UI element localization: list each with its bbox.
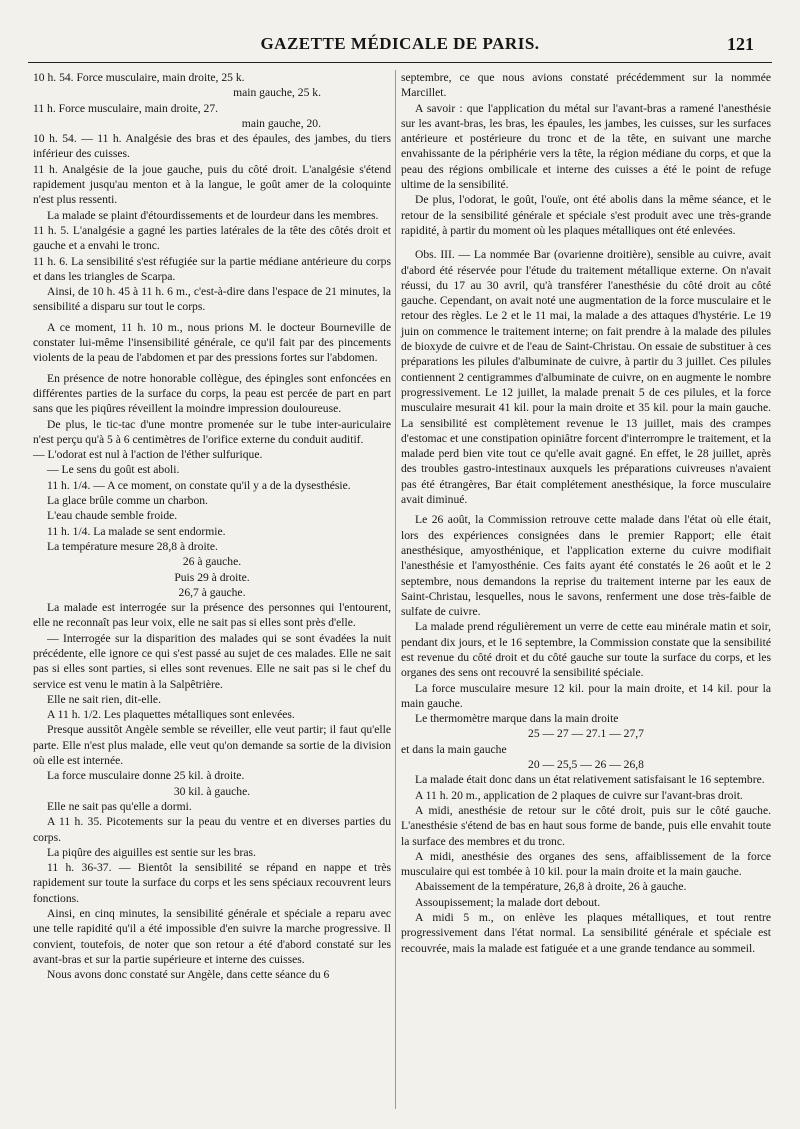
paragraph: 30 kil. à gauche. <box>173 784 251 798</box>
paragraph: — Le sens du goût est aboli. <box>47 463 180 477</box>
paragraph: A midi, anesthésie de retour sur le côté droit, puis sur le côté gauche. L'anesthésie s'étend de bas en haut sous forme de bande, puis elle envahit toute la surface des membres et du tronc. <box>401 803 771 848</box>
paragraph: La force musculaire mesure 12 kil. pour la main droite, et 14 kil. pour la main gauche. <box>401 681 771 710</box>
paragraph: 11 h. 36-37. — Bientôt la sensibilité se répand en nappe et très rapidement sur toute la surface du corps et les sens spéciaux recouvrent leurs fonctions. <box>33 861 391 905</box>
paragraph: La force musculaire donne 25 kil. à droite. <box>47 769 245 783</box>
paragraph: septembre, ce que nous avions constaté précédemment sur la nommée Marcillet. <box>401 71 771 100</box>
paragraph: A 11 h. 20 m., application de 2 plaques de cuivre sur l'avant-bras droit. <box>415 788 743 802</box>
paragraph: La malade prend régulièrement un verre de cette eau minérale matin et soir, pendant dix jours, et le 16 septembre, la Commission constate que la sensibilité est revenue du côté droit et du côté gauche sur toute la surface du corps, et les organes des sens ont recouvré la sensibilité spéciale. <box>401 620 771 680</box>
paragraph: Ainsi, de 10 h. 45 à 11 h. 6 m., c'est-à-dire dans l'espace de 21 minutes, la sensibilité a disparu sur tout le corps. <box>33 285 391 314</box>
paragraph: Elle ne sait rien, dit-elle. <box>47 692 161 706</box>
paragraph: Nous avons donc constaté sur Angèle, dans cette séance du 6 <box>47 968 330 982</box>
paragraph: Presque aussitôt Angèle semble se réveiller, elle veut partir; il faut qu'elle parte. Elle n'est plus malade, elle veut qu'on demande sa sortie de la division où elle est internée. <box>33 723 391 768</box>
paragraph: Ainsi, en cinq minutes, la sensibilité générale et spéciale a reparu avec une telle rapidité qu'il a été impossible d'en suivre la marche progressive. Il convient, toutefois, de noter que son retour a été d'abord constaté sur les avant-bras et sur la partie supérieure et interne des cuisses. <box>33 907 391 966</box>
paragraph: 26 à gauche. <box>182 555 242 569</box>
page-number: 121 <box>727 34 754 54</box>
paragraph: 10 h. 54. Force musculaire, main droite, 25 k. <box>33 71 245 84</box>
paragraph: Elle ne sait pas qu'elle a dormi. <box>47 799 192 813</box>
paragraph: 10 h. 54. — 11 h. Analgésie des bras et des épaules, des jambes, du tiers inférieur des cuisses. <box>33 132 391 161</box>
paragraph: 11 h. 5. L'analgésie a gagné les parties latérales de la tête des côtés droit et gauche et a envahi le tronc. <box>33 223 391 253</box>
paragraph: 26,7 à gauche. <box>178 585 246 599</box>
paragraph: A 11 h. 35. Picotements sur la peau du ventre et en diverses parties du corps. <box>33 815 391 844</box>
paragraph: De plus, l'odorat, le goût, l'ouïe, ont été abolis dans la même séance, et le retour de la sensibilité générale et spéciale s'est produit avec une très-grande rapidité, à partir du moment où les plaques métalliques ont été enlevées. <box>401 193 771 237</box>
paragraph: — Interrogée sur la disparition des malades qui se sont évadées la nuit précédente, elle ignore ce qui s'est passé au sujet de ces malades. Elle ne sait pas si elles sont parties, si elles sont revenues. Elle ne sait pas si le chef du service est venu le matin à la Salpêtrière. <box>33 631 391 691</box>
paragraph: A ce moment, 11 h. 10 m., nous prions M. le docteur Bourneville de constater lui-même l'insensibilité générale, ce qu'il fait par des pincements violents de la peau de l'abdomen et par des pressions fortes sur l'abdomen. <box>33 320 391 365</box>
observation-paragraph: Obs. III. — La nommée Bar (ovarienne droitière), sensible au cuivre, avait d'abord été réservée pour l'étude du traitement métallique externe. On n'avait réussi, du 17 au 30 avril, qu'à transférer l'anesthésie du côté droit au côté gauche. Cependant, on avait noté une augmentation de la force musculaire et le retour des règles. Le 2 et le 11 mai, la malade a des attaques d'hystérie. Le 19 juin on commence le traitement interne; on fait prendre à la malade des pilules de bioxyde de cuivre et de l'eau de Saint-Christau. On essaie de substituer à ces préparations les pilules d'albuminate de cuivre, à partir du 3 juillet. Ces pilules contiennent 2 centigrammes d'albuminate de cuivre, on en augmente le nombre progressivement. Le 12 juillet, la malade prenait 5 de ces pilules, et la force musculaire mesurait 41 kil. pour la main droite et 35 kil. pour la main gauche. La sensibilité est complètement revenue le 13 juillet, mais des crampes d'estomac et une constipation opiniâtre forcent d'interrompre le traitement, et la malade perd bien vite tout ce qu'elle avait gagné. En effet, le 28 juillet, après des troubles gastro-intestinaux auxquels les préparations cuivreuses n'avaient pas été étrangères, Bar était complétement anesthésique, la force musculaire avait diminué. <box>401 248 771 507</box>
column-divider <box>395 70 396 1109</box>
paragraph: A savoir : que l'application du métal sur l'avant-bras a ramené l'anesthésie sur les avant-bras, les bras, les épaules, les jambes, les cuisses, sur les surfaces antérieure et postérieure du tronc et de la tête, en suivant une marche envahissante de la périphérie vers la tête, la région médiane du corps, et que la peau des régions ombilicale et interne des cuisses a été le point de refuge ultime de la sensibilité. <box>401 101 771 192</box>
paragraph: Le thermomètre marque dans la main droite <box>415 712 619 726</box>
left-column <box>33 70 391 983</box>
paragraph: 11 h. 6. La sensibilité s'est réfugiée sur la partie médiane antérieure du corps et dans les triangles de Scarpa. <box>33 254 391 283</box>
right-column <box>401 70 771 956</box>
paragraph: A midi, anesthésie des organes des sens, affaiblissement de la force musculaire qui est tombée à 10 kil. pour la main droite et la main gauche. <box>401 849 771 879</box>
paragraph: La glace brûle comme un charbon. <box>47 494 208 508</box>
paragraph: et dans la main gauche <box>401 742 507 756</box>
paragraph: main gauche, 20. <box>241 116 321 130</box>
paragraph: 11 h. Analgésie de la joue gauche, puis du côté droit. L'analgésie s'étend rapidement jusqu'au menton et à la langue, le goût amer de la coloquinte n'est plus ressenti. <box>33 162 391 207</box>
paragraph: A 11 h. 1/2. Les plaquettes métalliques sont enlevées. <box>47 708 295 722</box>
paragraph: L'eau chaude semble froide. <box>47 509 178 523</box>
thermometer-values-right: 25 — 27 — 27.1 — 27,7 <box>528 727 644 741</box>
thermometer-values-left: 20 — 25,5 — 26 — 26,8 <box>528 758 644 772</box>
paragraph: La malade était donc dans un état relativement satisfaisant le 16 septembre. <box>415 773 765 787</box>
paragraph: 11 h. 1/4. La malade se sent endormie. <box>47 524 226 538</box>
paragraph: A midi 5 m., on enlève les plaques métalliques, et tout rentre progressivement dans l'état normal. La sensibilité générale et spéciale est recouvrée, mais la malade est fatiguée et a une grande tendance au sommeil. <box>401 911 771 955</box>
header-rule <box>28 62 772 63</box>
paragraph: La malade se plaint d'étourdissements et de lourdeur dans les membres. <box>47 208 379 222</box>
paragraph: Puis 29 à droite. <box>174 570 250 584</box>
page-header <box>28 34 772 58</box>
paragraph: Le 26 août, la Commission retrouve cette malade dans l'état où elle était, lors des expériences consignées dans le premier Rapport; elle était anesthésique, amyosthénique, et l'application externe du cuivre modifiait l'anesthésie et l'amyosthénie. Ces faits ayant été constatés le 26 août et le 2 septembre, nous demandons la reprise du traitement interne par les eaux de Saint-Christau, lesquelles, nous le savons, renferment une dose très-faible de sulfate de cuivre. <box>401 513 771 619</box>
paragraph: Assoupissement; la malade dort debout. <box>415 895 601 909</box>
paragraph: En présence de notre honorable collègue, des épingles sont enfoncées en différentes parties de la surface du corps, la peau est percée de part en part sans que les piqûres réveillent la moindre impression douloureuse. <box>33 371 391 416</box>
paragraph: main gauche, 25 k. <box>233 86 321 100</box>
paragraph: La piqûre des aiguilles est sentie sur les bras. <box>47 845 256 859</box>
paragraph: Abaissement de la température, 26,8 à droite, 26 à gauche. <box>415 880 687 894</box>
paragraph: La malade est interrogée sur la présence des personnes qui l'entourent, elle ne reconnaît pas leur voix, elle ne sait pas si elles sont près d'elle. <box>33 601 391 630</box>
paragraph: De plus, le tic-tac d'une montre promenée sur le tube inter-auriculaire n'est perçu qu'à 5 à 6 centimètres de l'orifice externe du conduit auditif. <box>33 417 391 446</box>
paragraph: 11 h. Force musculaire, main droite, 27. <box>33 101 219 115</box>
journal-title: GAZETTE MÉDICALE DE PARIS. <box>260 34 540 53</box>
paragraph: 11 h. 1/4. — A ce moment, on constate qu'il y a de la dysesthésie. <box>47 478 351 492</box>
paragraph: — L'odorat est nul à l'action de l'éther sulfurique. <box>33 448 263 462</box>
paragraph: La température mesure 28,8 à droite. <box>47 539 218 553</box>
